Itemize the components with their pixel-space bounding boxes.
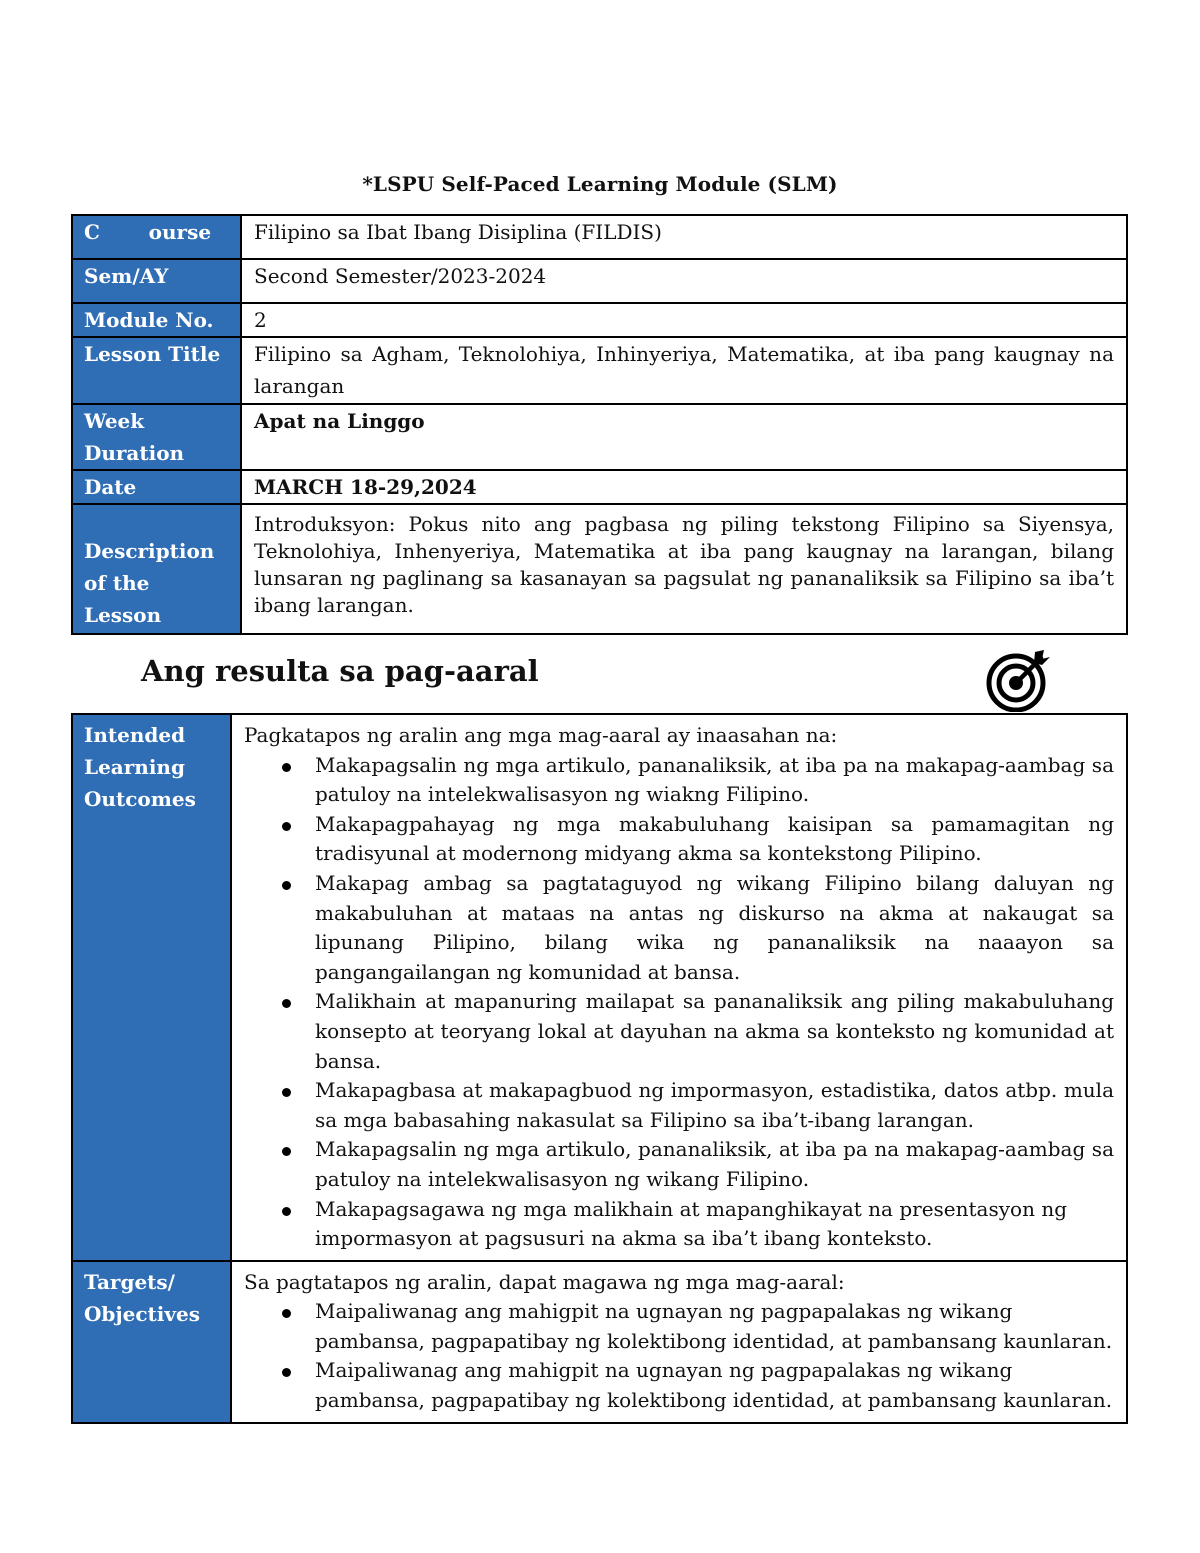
list-item	[244, 1297, 1114, 1356]
lesson-value: Filipino sa Agham, Teknolohiya, Inhinyeriya, Matematika, at iba pang kaugnay na larangan	[241, 337, 1127, 404]
list-item-text: Makapagsalin ng mga artikulo, pananaliksik, at iba pa na makapag-aambag sa patuloy na intelekwalisasyon ng wikang Filipino.	[315, 1137, 1114, 1191]
lesson-label: Lesson Title	[72, 337, 241, 404]
list-item	[244, 751, 1114, 810]
week-row	[72, 404, 1127, 470]
module-info-table	[71, 214, 1128, 635]
learning-outcomes-label-line-1: Intended	[84, 723, 186, 747]
targets-list	[244, 1297, 1114, 1415]
learning-outcomes-content	[231, 714, 1127, 1261]
course-value: Filipino sa Ibat Ibang Disiplina (FILDIS)	[241, 215, 1127, 259]
description-row	[72, 504, 1127, 634]
description-label-line-1: Description	[84, 539, 215, 563]
lesson-row	[72, 337, 1127, 404]
bullet-icon	[282, 881, 291, 890]
list-item-text: Makapag ambag sa pagtataguyod ng wikang Filipino bilang daluyan ng makabuluhan at mataas na antas ng diskurso na akma at nakaugat sa lipunang Pilipino, bilang wika ng pananaliksik na naaayon sa pangangailangan ng komunidad at bansa.	[315, 870, 1114, 984]
list-item-text: Makapagpahayag ng mga makabuluhang kaisipan sa pamamagitan ng tradisyunal at modernong midyang akma sa kontekstong Pilipino.	[315, 811, 1114, 866]
section-heading: Ang resulta sa pag-aaral	[141, 654, 539, 688]
learning-outcomes-label	[72, 714, 231, 1261]
week-label-line-1: Week	[84, 409, 145, 433]
list-item-text: Maipaliwanag ang mahigpit na ugnayan ng pagpapalakas ng wikang pambansa, pagpapatibay ng kolektibong identidad, at pambansang kaunlaran.	[315, 1358, 1113, 1413]
list-item-text: Malikhain at mapanuring mailapat sa pananaliksik ang piling makabuluhang konsepto at teoryang lokal at dayuhan na akma sa konteksto ng komunidad at bansa.	[315, 989, 1114, 1073]
list-item-text: Makapagsagawa ng mga malikhain at mapanghikayat na presentasyon ng impormasyon at pagsusuri na akma sa iba’t ibang konteksto.	[315, 1196, 1068, 1251]
list-item	[244, 987, 1114, 1076]
list-item	[244, 869, 1114, 987]
bullet-icon	[282, 822, 291, 831]
list-item-text: Maipaliwanag ang mahigpit na ugnayan ng pagpapalakas ng wikang pambansa, pagpapatibay ng kolektibong identidad, at pambansang kaunlaran.	[315, 1299, 1113, 1353]
module-row	[72, 303, 1127, 337]
learning-outcomes-label-line-3: Outcomes	[84, 787, 196, 811]
course-row	[72, 215, 1127, 259]
learning-outcomes-label-line-2: Learning	[84, 755, 185, 779]
targets-label-line-1: Targets/	[84, 1269, 175, 1294]
date-label: Date	[72, 470, 241, 504]
targets-label-line-2: Objectives	[84, 1301, 200, 1326]
course-label: C ourse	[72, 215, 241, 259]
learning-outcomes-intro: Pagkatapos ng aralin ang mga mag-aaral ay inaasahan na:	[244, 723, 838, 747]
module-label: Module No.	[72, 303, 241, 337]
learning-outcomes-list	[244, 751, 1114, 1254]
list-item-text: Makapagsalin ng mga artikulo, pananaliksik, at iba pa na makapag-aambag sa patuloy na intelekwalisasyon ng wiakng Filipino.	[315, 752, 1114, 807]
learning-outcomes-row	[72, 714, 1127, 1261]
date-value: MARCH 18-29,2024	[241, 470, 1127, 504]
list-item	[244, 1195, 1114, 1254]
list-item	[244, 1076, 1114, 1135]
bullet-icon	[282, 1207, 291, 1216]
bullet-icon	[282, 999, 291, 1008]
list-item	[244, 810, 1114, 869]
target-icon	[986, 646, 1052, 712]
sem-label: Sem/AY	[72, 259, 241, 303]
bullet-icon	[282, 1309, 291, 1318]
list-item	[244, 1135, 1114, 1194]
description-label	[72, 504, 241, 634]
targets-content	[231, 1261, 1127, 1423]
week-label-line-2: Duration	[84, 441, 185, 465]
list-item-text: Makapagbasa at makapagbuod ng impormasyon, estadistika, datos atbp. mula sa mga babasahing nakasulat sa Filipino sa iba’t-ibang larangan.	[315, 1078, 1114, 1132]
week-label	[72, 404, 241, 470]
targets-row	[72, 1261, 1127, 1423]
page-title: *LSPU Self-Paced Learning Module (SLM)	[362, 172, 838, 196]
list-item	[244, 1356, 1114, 1415]
module-value: 2	[241, 303, 1127, 337]
description-label-line-2: of the	[84, 571, 150, 595]
bullet-icon	[282, 1147, 291, 1156]
sem-row	[72, 259, 1127, 303]
outcomes-table	[71, 713, 1128, 1424]
description-value	[241, 504, 1127, 634]
sem-value: Second Semester/2023-2024	[241, 259, 1127, 303]
description-label-line-3: Lesson	[84, 603, 162, 627]
description-text: Introduksyon: Pokus nito ang pagbasa ng piling tekstong Filipino sa Siyensya, Teknolohiya, Inhenyeriya, Matematika at iba pang kaugnay na larangan, bilang lunsaran ng paglinang sa kasanayan sa pagsulat ng pananaliksik sa Filipino sa iba’t ibang larangan.	[254, 512, 1114, 617]
targets-label	[72, 1261, 231, 1423]
date-row	[72, 470, 1127, 504]
targets-intro: Sa pagtatapos ng aralin, dapat magawa ng mga mag-aaral:	[244, 1269, 845, 1294]
bullet-icon	[282, 763, 291, 772]
bullet-icon	[282, 1088, 291, 1097]
week-value: Apat na Linggo	[241, 404, 1127, 470]
bullet-icon	[282, 1368, 291, 1377]
